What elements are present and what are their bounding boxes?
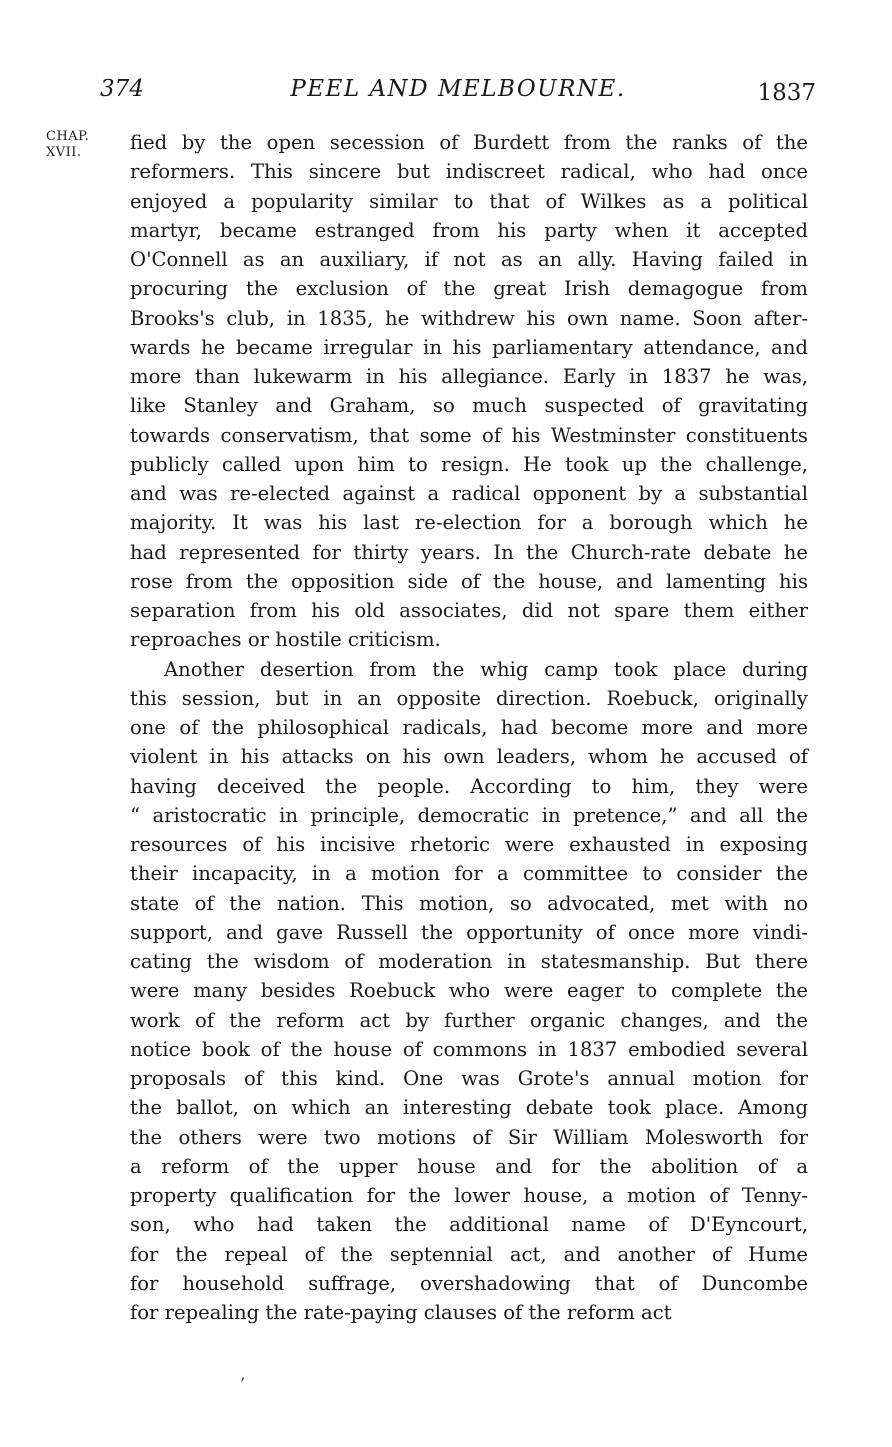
text-line: O'Connell as an auxiliary, if not as an ally. Having failed in xyxy=(130,248,808,271)
text-line: having deceived the people. According to him, they were xyxy=(130,774,808,798)
text-line: this session, but in an opposite direction. Roebuck, originally xyxy=(130,686,808,710)
text-line: for household suffrage, overshadowing that of Duncombe xyxy=(130,1271,808,1295)
text-line: one of the philosophical radicals, had become more and more xyxy=(130,716,808,739)
page-number: 374 xyxy=(100,76,144,102)
text-line: like Stanley and Graham, so much suspected of gravitating xyxy=(130,394,808,418)
running-title: PEEL AND MELBOURNE. xyxy=(290,76,626,102)
text-line: notice book of the house of commons in 1837 embodied several xyxy=(130,1037,808,1061)
text-line: for the repeal of the septennial act, and another of Hume xyxy=(130,1242,808,1266)
text-line: publicly called upon him to resign. He took up the challenge, xyxy=(130,452,808,476)
text-line: the others were two motions of Sir William Molesworth for xyxy=(130,1125,808,1149)
text-line: and was re-elected against a radical opponent by a substantial xyxy=(130,482,808,505)
text-line: reproaches or hostile criticism. xyxy=(130,628,441,652)
year-label: 1837 xyxy=(757,80,816,106)
text-line: separation from his old associates, did not spare them either xyxy=(130,599,808,622)
text-line: cating the wisdom of moderation in statesmanship. But there xyxy=(130,950,808,973)
text-line: resources of his incisive rhetoric were exhausted in exposing xyxy=(130,833,808,856)
text-line: wards he became irregular in his parliamentary attendance, and xyxy=(130,335,808,359)
text-line: had represented for thirty years. In the Church-rate debate he xyxy=(130,540,808,564)
text-line: violent in his attacks on his own leaders, whom he accused of xyxy=(130,745,808,769)
text-line: Brooks's club, in 1835, he withdrew his own name. Soon after- xyxy=(130,306,808,330)
body-text xyxy=(130,128,808,1327)
chapter-label: CHAP. xyxy=(46,129,90,144)
text-line: state of the nation. This motion, so advocated, met with no xyxy=(130,891,808,915)
text-line: “ aristocratic in principle, democratic in pretence,” and all the xyxy=(130,803,808,827)
text-line: work of the reform act by further organic changes, and the xyxy=(130,1008,808,1032)
text-line: enjoyed a popularity similar to that of Wilkes as a political xyxy=(130,189,808,213)
text-line: for repealing the rate-paying clauses of the reform act xyxy=(130,1301,672,1324)
text-line: property qualification for the lower house, a motion of Tenny- xyxy=(130,1184,808,1207)
running-header xyxy=(100,76,816,110)
text-line: fied by the open secession of Burdett from the ranks of the xyxy=(130,131,808,154)
text-line: towards conservatism, that some of his Westminster constituents xyxy=(130,423,808,447)
text-line: majority. It was his last re-election for a borough which he xyxy=(130,511,808,535)
text-line: Another desertion from the whig camp took place during xyxy=(164,657,808,681)
text-line: a reform of the upper house and for the abolition of a xyxy=(130,1154,808,1178)
text-line: were many besides Roebuck who were eager to complete the xyxy=(130,979,808,1003)
text-line: support, and gave Russell the opportunity of once more vindi- xyxy=(130,920,808,944)
text-line: rose from the opposition side of the house, and lamenting his xyxy=(130,569,808,593)
text-line: the ballot, on which an interesting debate took place. Among xyxy=(130,1096,808,1120)
chapter-margin-note xyxy=(46,129,118,161)
text-line: martyr, became estranged from his party when it accepted xyxy=(130,218,808,242)
text-line: proposals of this kind. One was Grote's annual motion for xyxy=(130,1067,808,1090)
text-line: more than lukewarm in his allegiance. Early in 1837 he was, xyxy=(130,365,808,388)
ink-speck: ’ xyxy=(240,1374,246,1393)
text-line: son, who had taken the additional name of D'Eyncourt, xyxy=(130,1213,808,1237)
text-line: reformers. This sincere but indiscreet radical, who had once xyxy=(130,160,808,184)
text-line: procuring the exclusion of the great Irish demagogue from xyxy=(130,277,808,301)
chapter-number: XVII. xyxy=(46,145,82,160)
text-line: their incapacity, in a motion for a committee to consider the xyxy=(130,862,808,886)
